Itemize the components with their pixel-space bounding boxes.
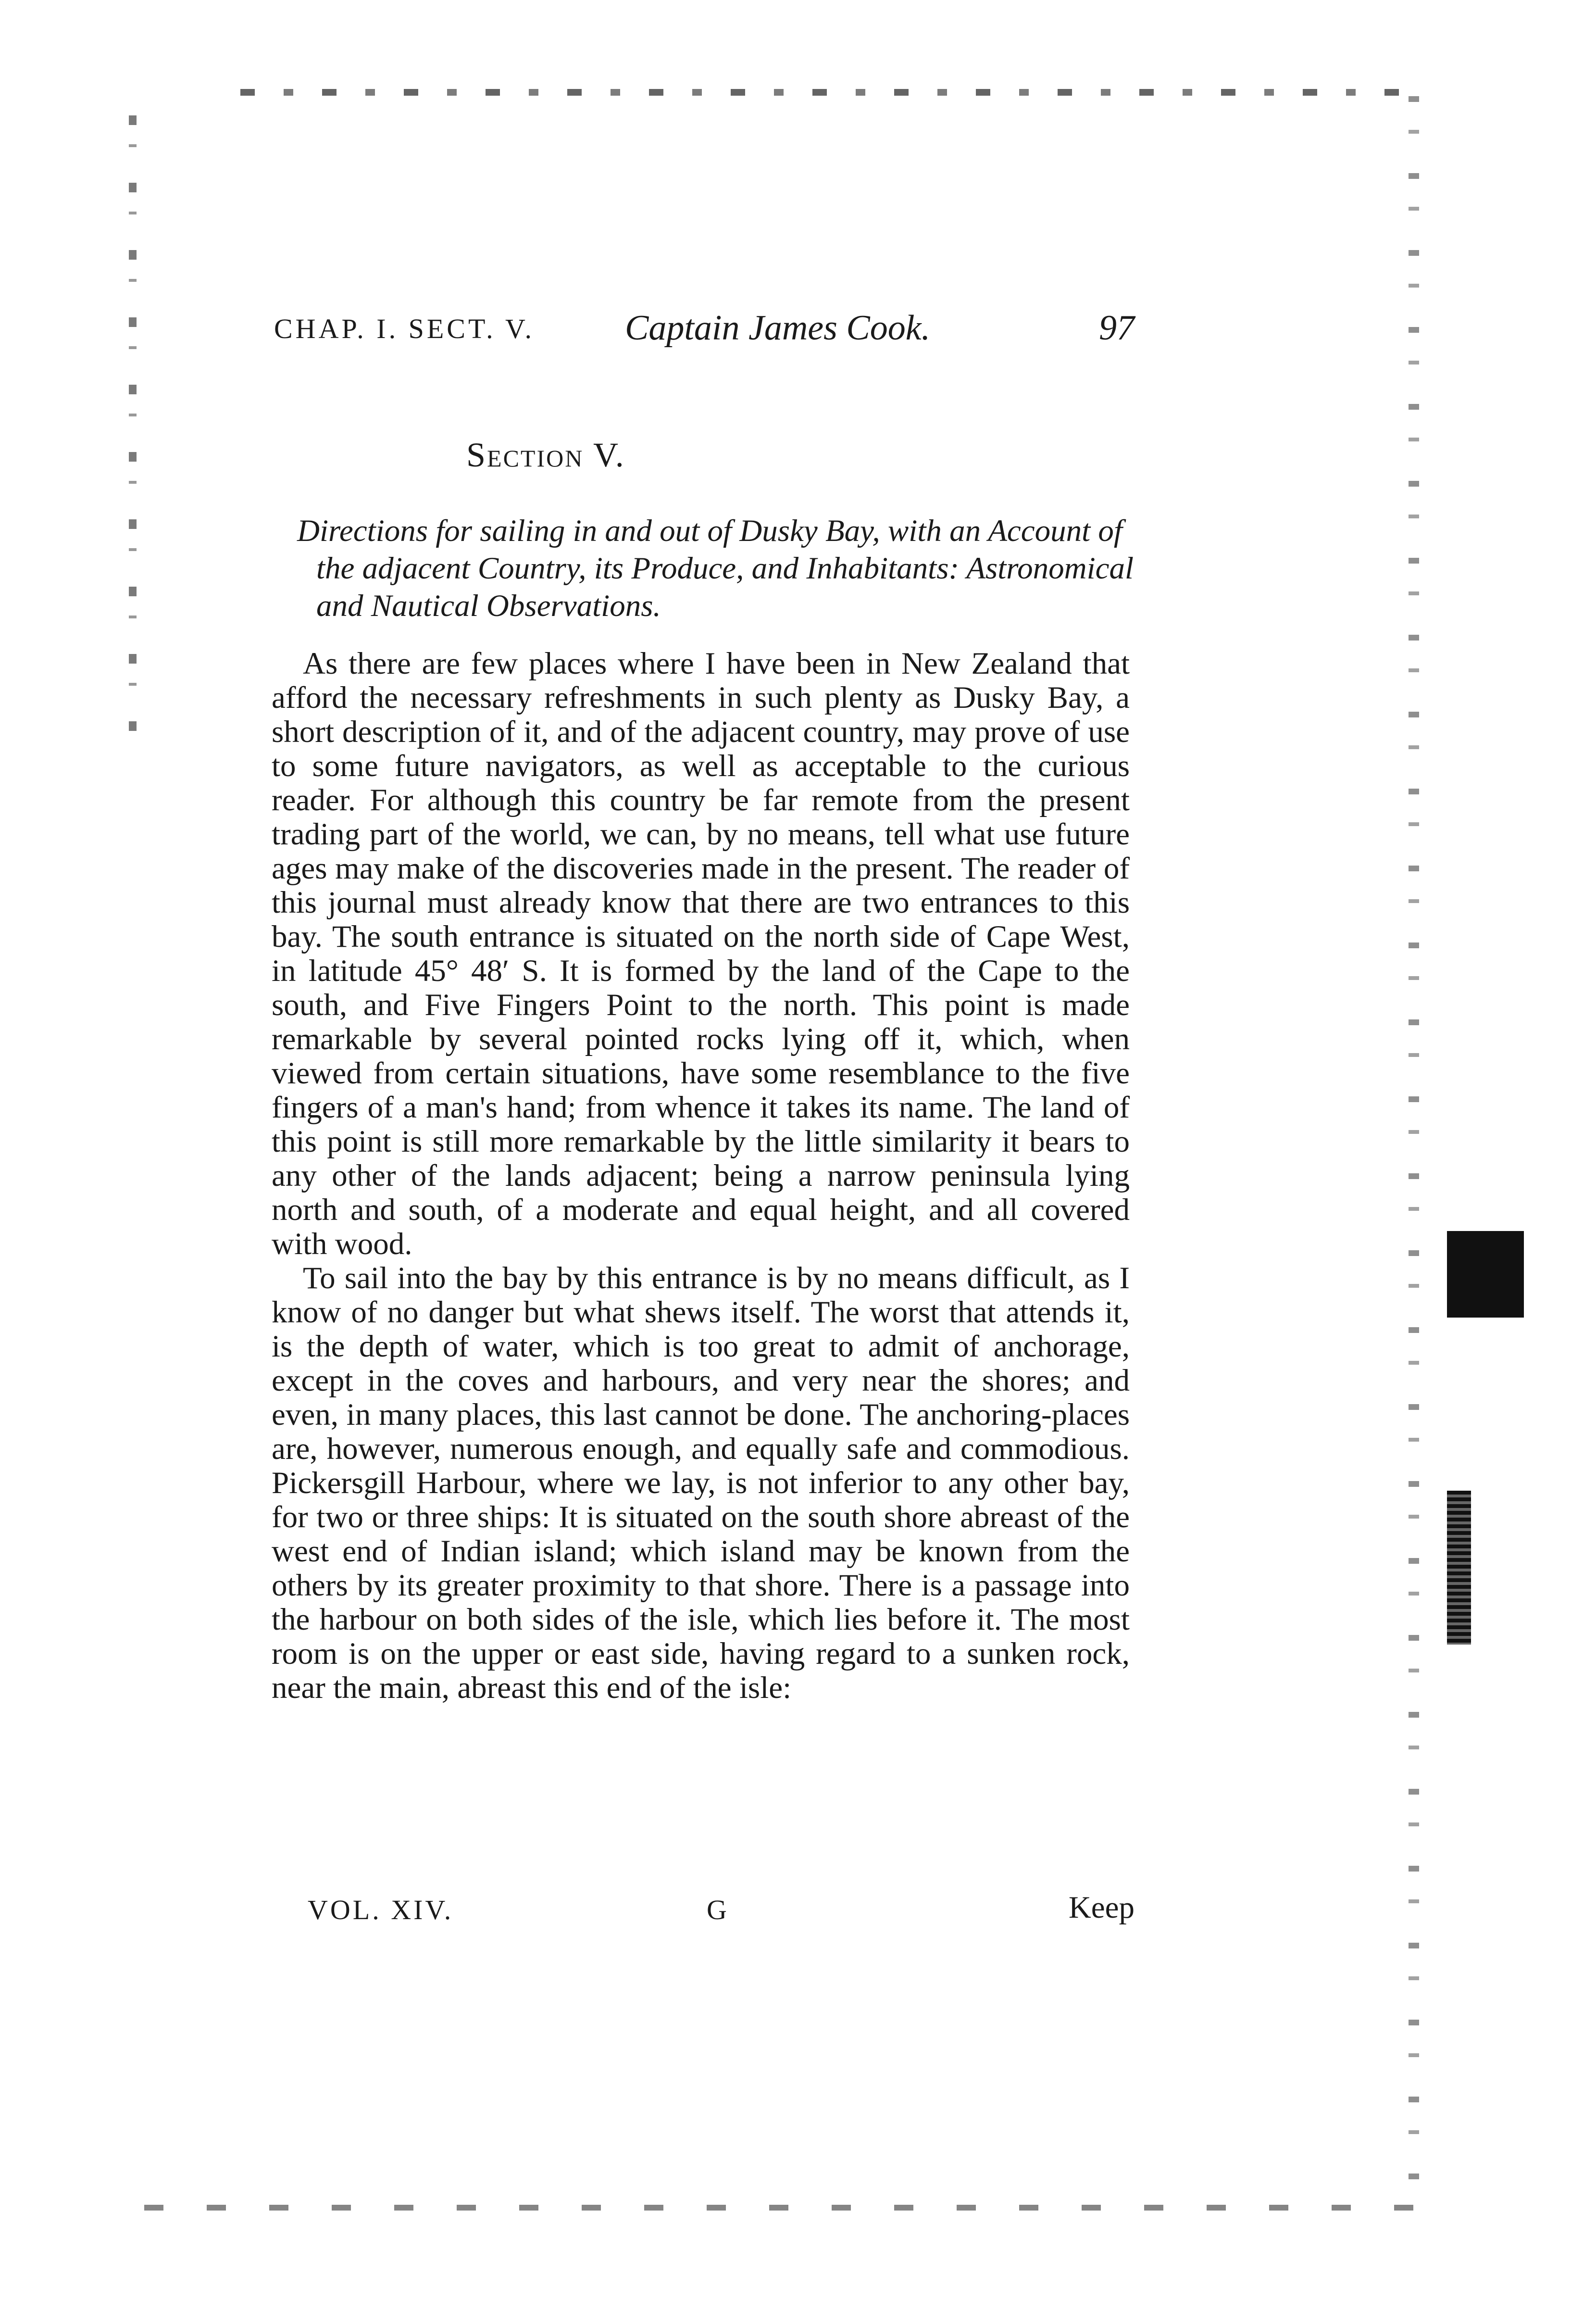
scan-edge-top — [240, 89, 1413, 96]
scan-blot — [1447, 1231, 1524, 1318]
section-subtitle: Directions for sailing in and out of Dusky Bay, with an Account of the adjacent Country, its Produce, and Inhabitants: Astronomical and Nautical Observations. — [297, 514, 1134, 623]
signature-mark: G — [707, 1894, 727, 1925]
catchword: Keep — [1068, 1890, 1135, 1925]
section-title: Section V. — [466, 436, 625, 474]
chapter-section-label: CHAP. I. SECT. V. — [274, 313, 535, 344]
page-number: 97 — [1099, 308, 1135, 348]
page-footer — [308, 1890, 1135, 1928]
scan-edge-bottom — [144, 2205, 1442, 2211]
scan-blot-secondary — [1447, 1491, 1471, 1645]
paragraph: To sail into the bay by this entrance is by no means difficult, as I know of no danger but what shews itself. The worst that attends it, is the depth of water, which is too great to admit of anchorage, except in the coves and harbours, and very near the shores; and even, in many places, this last cannot be done. The anchoring-places are, however, numerous enough, and equally safe and commodious. Pickersgill Harbour, where we lay, is not inferior to any other bay, for two or three ships: It is situated on the south shore abreast of the west end of Indian island; which island may be known from the others by its greater proximity to that shore. There is a passage into the harbour on both sides of the isle, which lies before it. The most room is on the upper or east side, having regard to a sunken rock, near the main, abreast this end of the isle: — [272, 1261, 1130, 1705]
volume-label: VOL. XIV. — [308, 1894, 454, 1925]
scan-edge-right — [1409, 96, 1419, 2202]
scan-edge-left — [129, 115, 137, 741]
running-title: Captain James Cook. — [625, 308, 931, 348]
body-text — [272, 647, 1130, 1705]
running-header — [274, 308, 1135, 351]
paragraph: As there are few places where I have been in New Zealand that afford the necessary refreshments in such plenty as Dusky Bay, a short description of it, and of the adjacent country, may prove of use to some future navigators, as well as acceptable to the curious reader. For although this country be far remote from the present trading part of the world, we can, by no means, tell what use future ages may make of the discoveries made in the present. The reader of this journal must already know that there are two entrances to this bay. The south entrance is situated on the north side of Cape West, in latitude 45° 48′ S. It is formed by the land of the Cape to the south, and Five Fingers Point to the north. This point is made remarkable by several pointed rocks lying off it, which, when viewed from certain situations, have some resemblance to the five fingers of a man's hand; from whence it takes its name. The land of this point is still more remarkable by the little similarity it bears to any other of the lands adjacent; being a narrow peninsula lying north and south, of a moderate and equal height, and all covered with wood. — [272, 646, 1130, 1261]
